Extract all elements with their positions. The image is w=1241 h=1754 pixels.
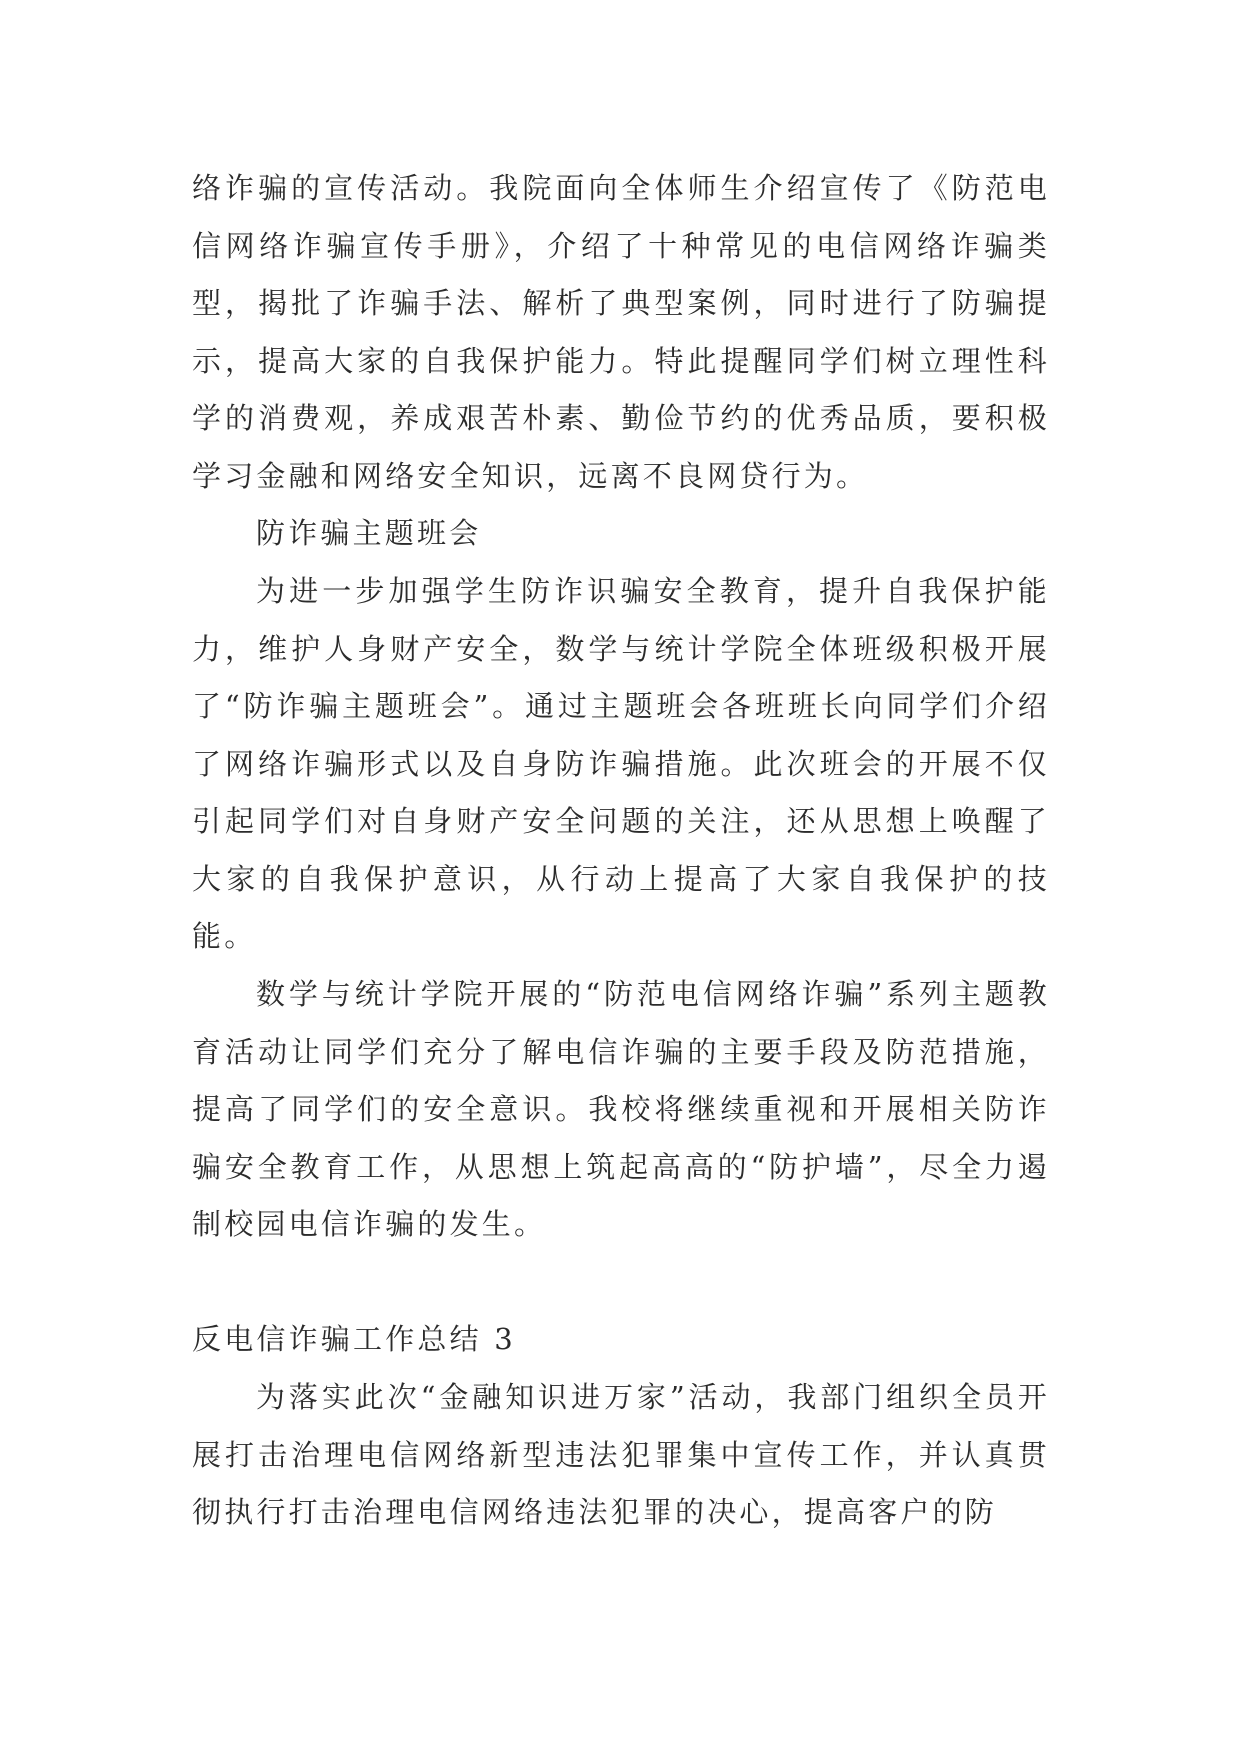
paragraph-financial-activity: 为落实此次“金融知识进万家”活动，我部门组织全员开展打击治理电信网络新型违法犯罪集中宣传工作，并认真贯彻执行打击治理电信网络违法犯罪的决心，提高客户的防	[192, 1380, 1050, 1529]
section-heading: 反电信诈骗工作总结 3	[192, 1322, 516, 1356]
paragraph-continued: 络诈骗的宣传活动。我院面向全体师生介绍宣传了《防范电信网络诈骗宣传手册》，介绍了十种常见的电信网络诈骗类型，揭批了诈骗手法、解析了典型案例，同时进行了防骗提示，提高大家的自我保护能力。特此提醒同学们树立理性科学的消费观，养成艰苦朴素、勤俭节约的优秀品质，要积极学习金融和网络安全知识，远离不良网贷行为。	[192, 171, 1050, 493]
subheading-class-meeting: 防诈骗主题班会	[256, 516, 482, 550]
paragraph-summary: 数学与统计学院开展的“防范电信网络诈骗”系列主题教育活动让同学们充分了解电信诈骗的主要手段及防范措施，提高了同学们的安全意识。我校将继续重视和开展相关防诈骗安全教育工作，从思想上筑起高高的“防护墙”，尽全力遏制校园电信诈骗的发生。	[192, 977, 1050, 1241]
paragraph-class-meeting: 为进一步加强学生防诈识骗安全教育，提升自我保护能力，维护人身财产安全，数学与统计学院全体班级积极开展了“防诈骗主题班会”。通过主题班会各班班长向同学们介绍了网络诈骗形式以及自身防诈骗措施。此次班会的开展不仅引起同学们对自身财产安全问题的关注，还从思想上唤醒了大家的自我保护意识，从行动上提高了大家自我保护的技能。	[192, 574, 1050, 953]
